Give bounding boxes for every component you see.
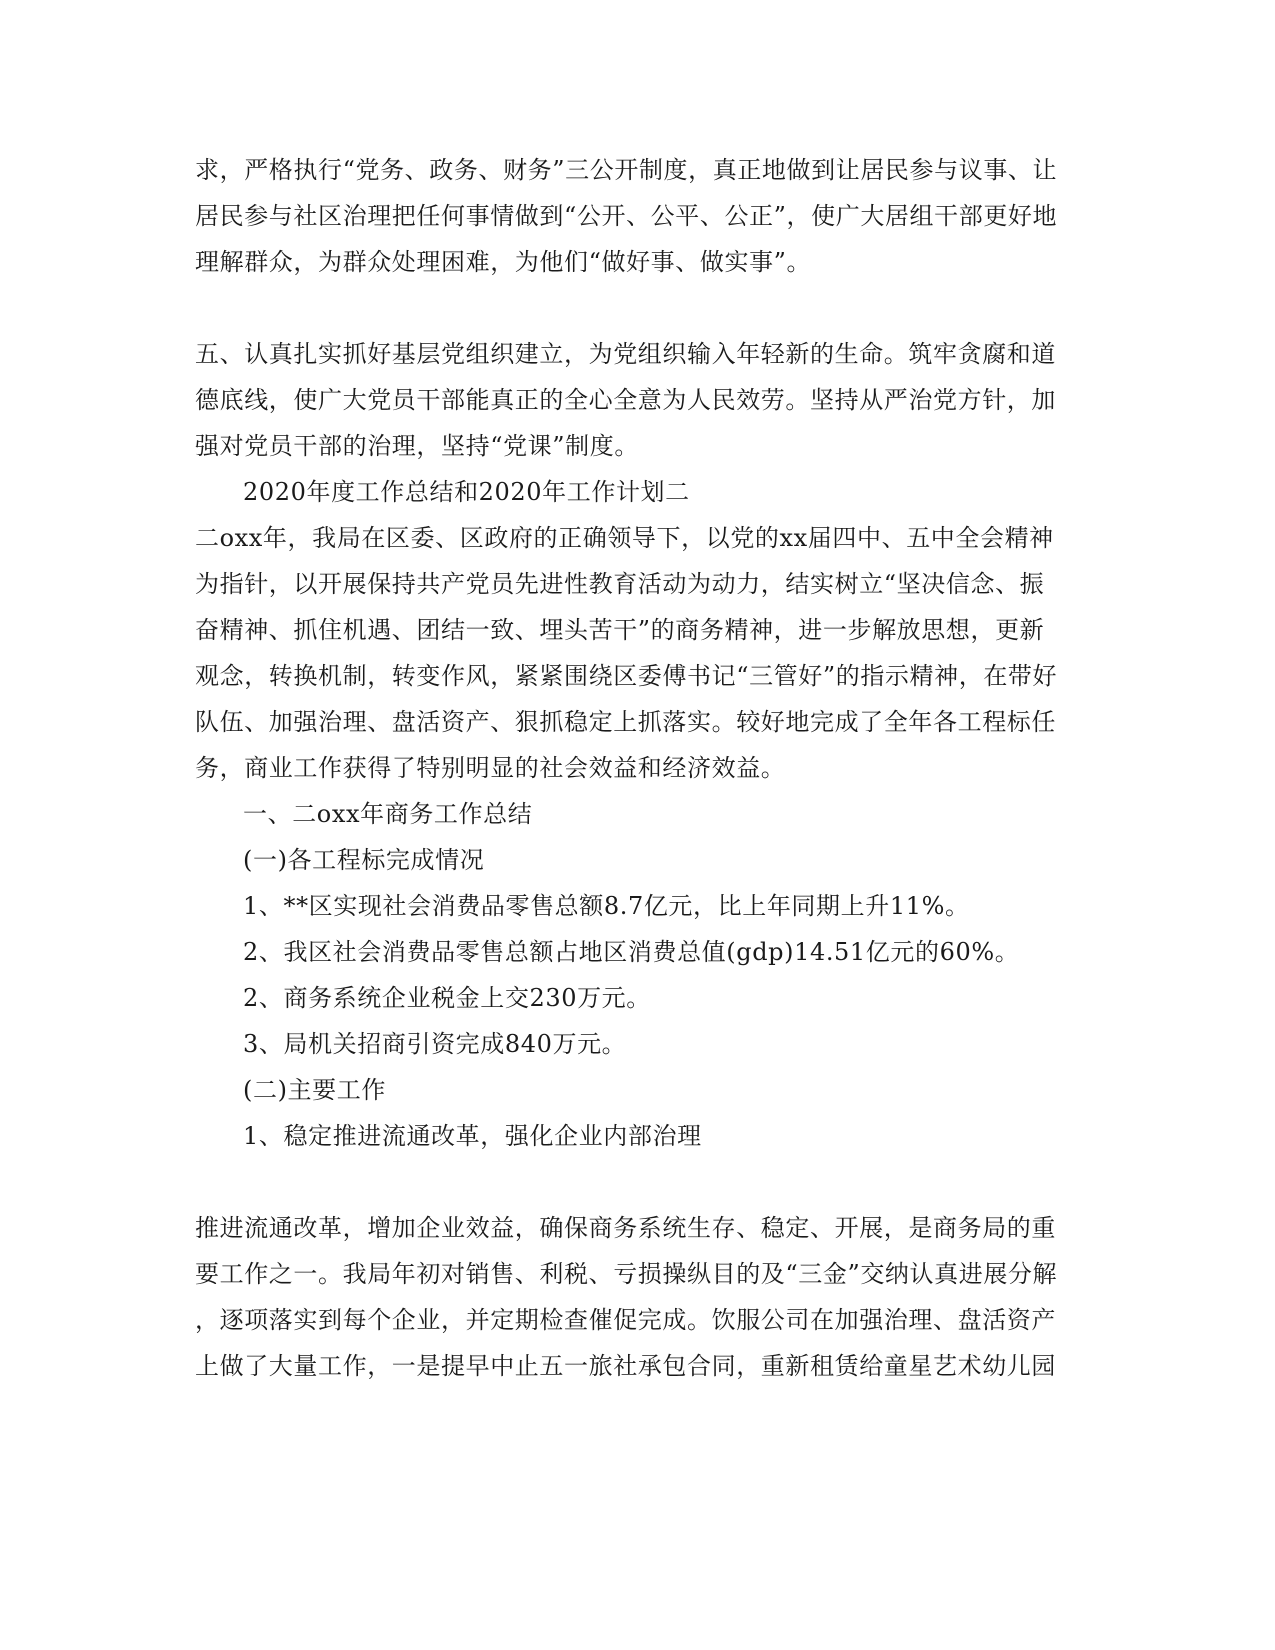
text-line: 德底线，使广大党员干部能真正的全心全意为人民效劳。坚持从严治党方针，加 [195,386,1056,414]
subsection-heading: (一)各工程标完成情况 [243,846,485,874]
text-line: 队伍、加强治理、盘活资产、狠抓稳定上抓落实。较好地完成了全年各工程标任 [195,708,1056,736]
section-heading: 一、二oxx年商务工作总结 [243,800,533,828]
text-line: 理解群众，为群众处理困难，为他们“做好事、做实事”。 [195,248,812,276]
subsection-heading: (二)主要工作 [243,1076,386,1104]
text-line: 二oxx年，我局在区委、区政府的正确领导下，以党的xx届四中、五中全会精神 [195,524,1054,552]
text-line: 五、认真扎实抓好基层党组织建立，为党组织输入年轻新的生命。筑牢贪腐和道 [195,340,1056,368]
text-line: 观念，转换机制，转变作风，紧紧围绕区委傅书记“三管好”的指示精神，在带好 [195,662,1058,690]
text-line: 强对党员干部的治理，坚持“党课”制度。 [195,432,639,460]
text-line: 上做了大量工作，一是提早中止五一旅社承包合同，重新租赁给童星艺术幼儿园 [195,1352,1056,1380]
text-line: 居民参与社区治理把任何事情做到“公开、公平、公正”，使广大居组干部更好地 [195,202,1058,230]
text-line: ，逐项落实到每个企业，并定期检查催促完成。饮服公司在加强治理、盘活资产 [195,1306,1056,1334]
text-line: 要工作之一。我局年初对销售、利税、亏损操纵目的及“三金”交纳认真进展分解 [195,1260,1058,1288]
list-item: 1、**区实现社会消费品零售总额8.7亿元，比上年同期上升11%。 [243,892,970,920]
text-line: 推进流通改革，增加企业效益，确保商务系统生存、稳定、开展，是商务局的重 [195,1214,1056,1242]
text-line: 务，商业工作获得了特别明显的社会效益和经济效益。 [195,754,786,782]
section-heading: 2020年度工作总结和2020年工作计划二 [243,478,690,506]
list-item: 2、商务系统企业税金上交230万元。 [243,984,651,1012]
text-line: 奋精神、抓住机遇、团结一致、埋头苦干”的商务精神，进一步解放思想，更新 [195,616,1045,644]
list-item: 1、稳定推进流通改革，强化企业内部治理 [243,1122,702,1150]
list-item: 2、我区社会消费品零售总额占地区消费总值(gdp)14.51亿元的60%。 [243,938,1020,966]
text-line: 求，严格执行“党务、政务、财务”三公开制度，真正地做到让居民参与议事、让 [195,156,1058,184]
text-line: 为指针，以开展保持共产党员先进性教育活动为动力，结实树立“坚决信念、振 [195,570,1045,598]
list-item: 3、局机关招商引资完成840万元。 [243,1030,627,1058]
